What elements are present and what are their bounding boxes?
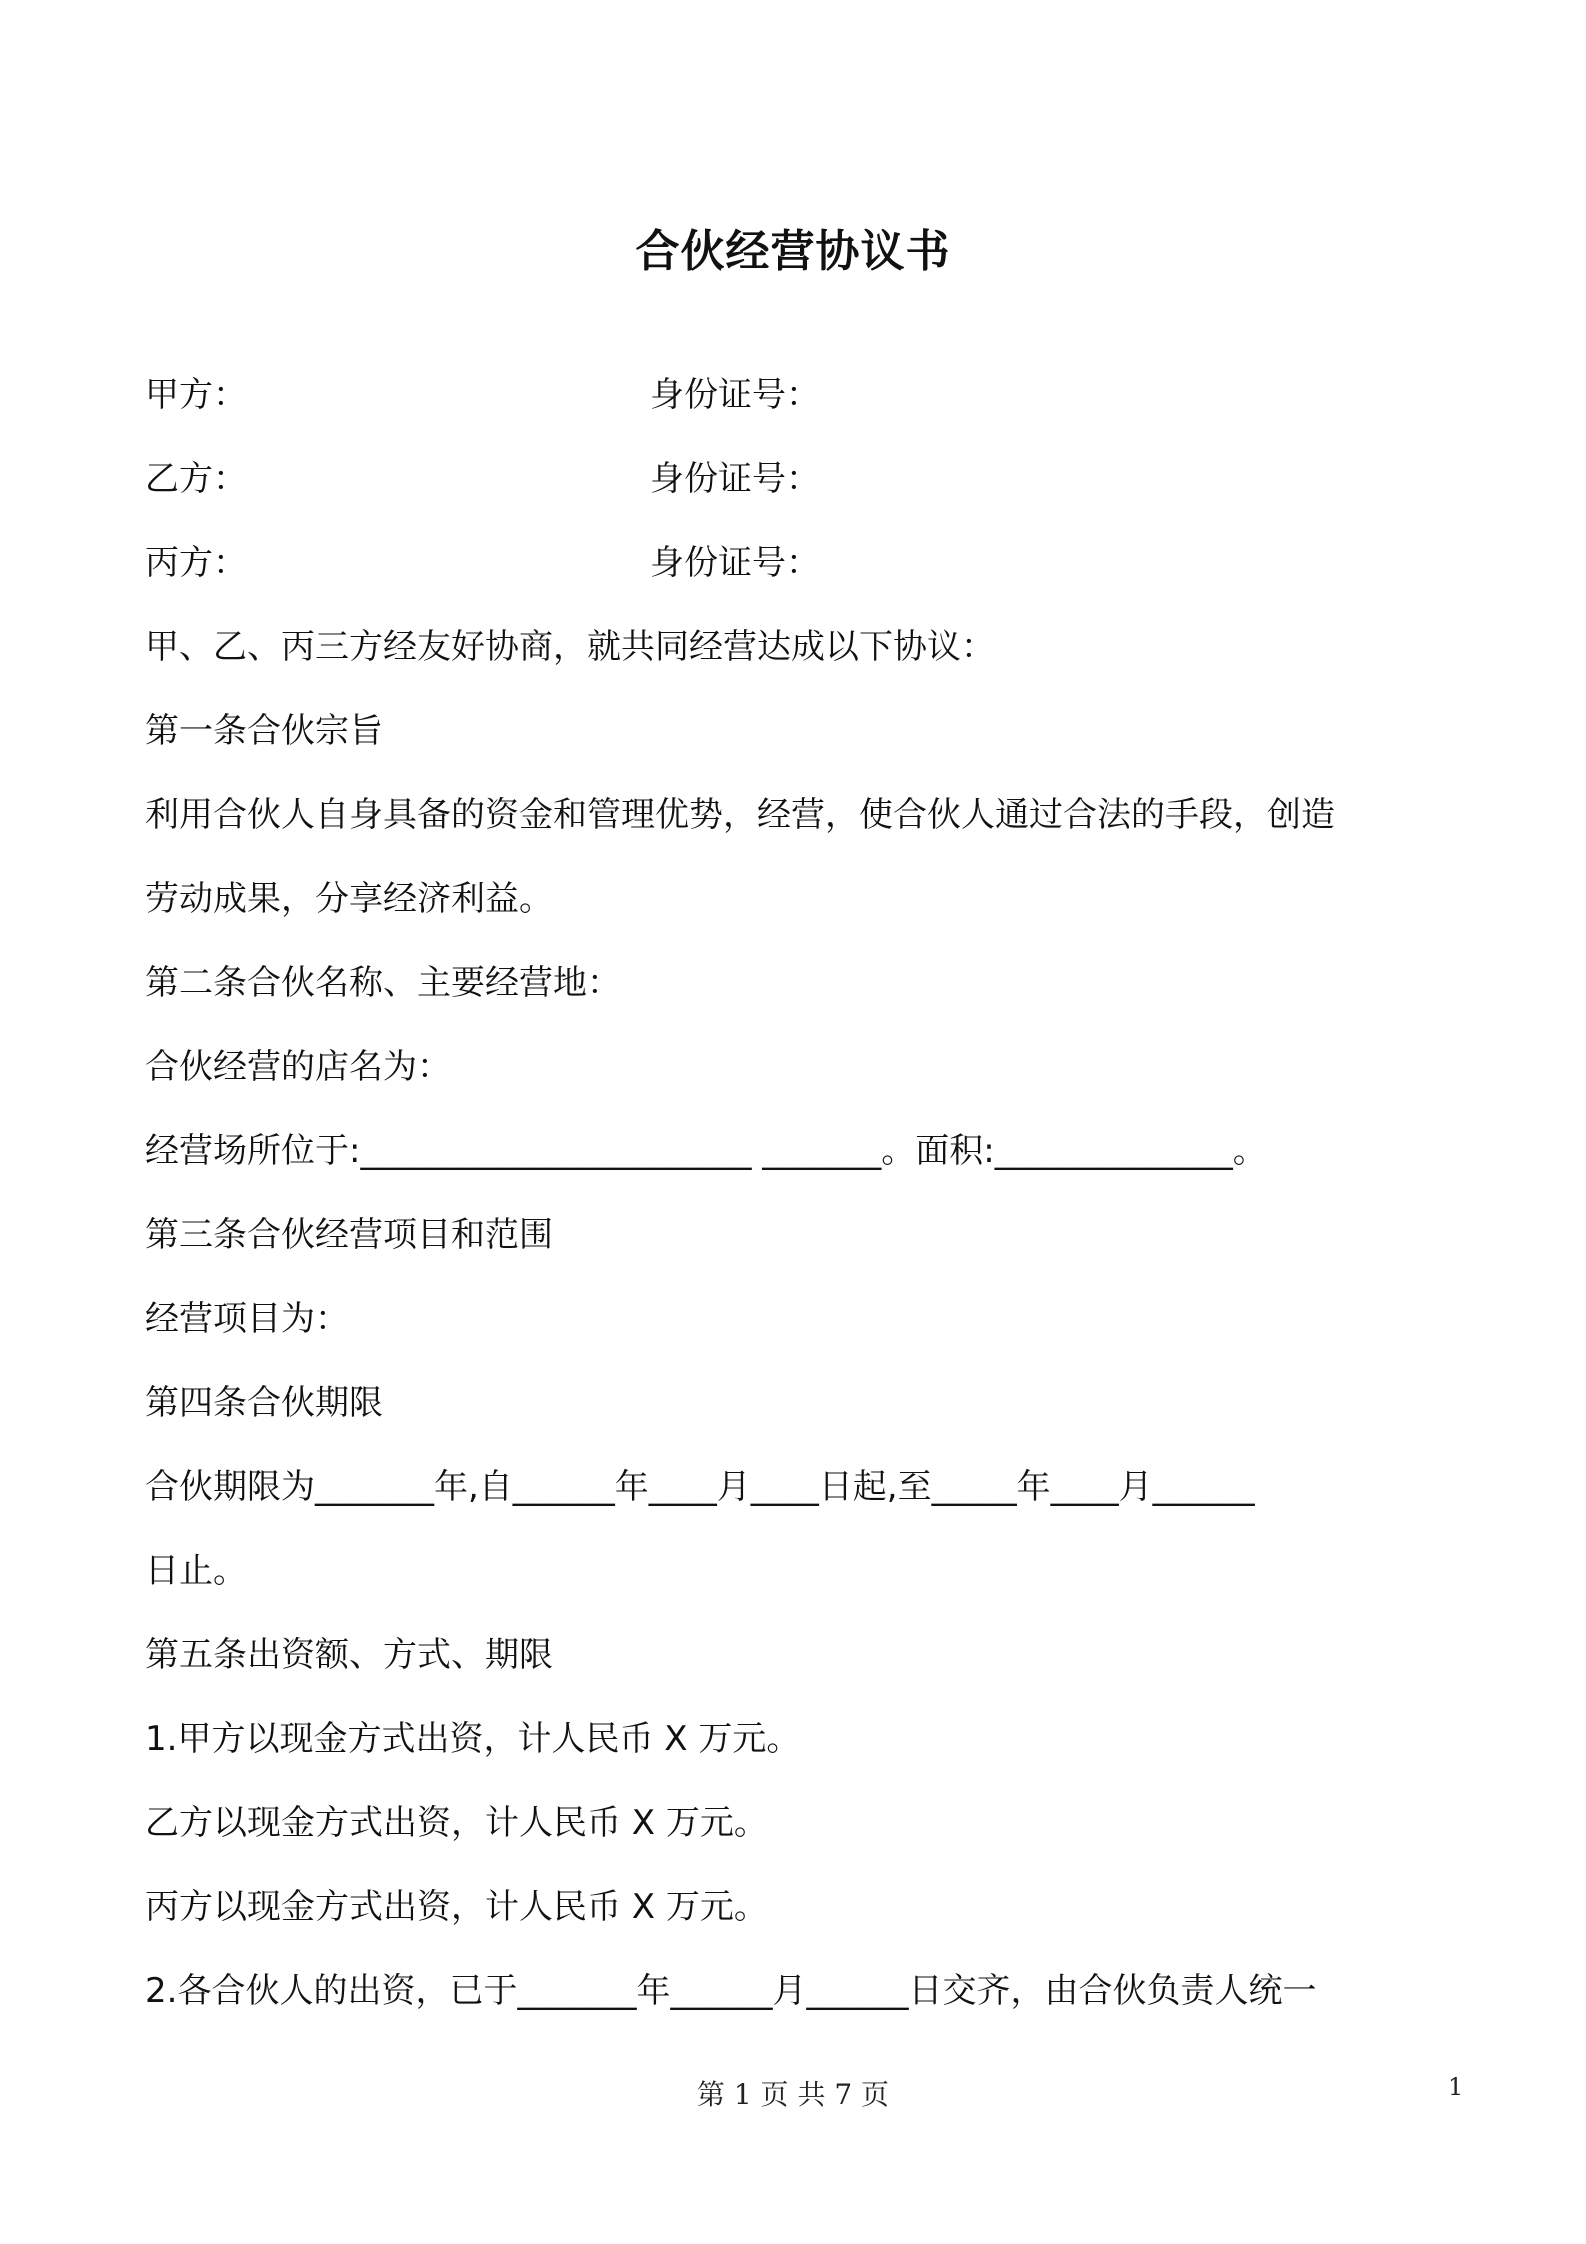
article-4-text-line-2: 日止。 (145, 1551, 247, 1591)
party-a-label: 甲方： (145, 375, 247, 415)
article-3-project: 经营项目为： (145, 1299, 349, 1339)
article-1-title: 第一条合伙宗旨 (145, 711, 383, 751)
page-number: 1 (1448, 2073, 1464, 2101)
article-1-text-line-2: 劳动成果，分享经济利益。 (145, 879, 553, 919)
article-1-text-line-1: 利用合伙人自身具备的资金和管理优势，经营，使合伙人通过合法的手段，创造 (145, 795, 1335, 835)
document-title: 合伙经营协议书 (635, 226, 951, 277)
party-a-id-label: 身份证号： (650, 375, 820, 415)
article-2-location: 经营场所位于:_______________________ _______。面积:______________。 (145, 1131, 1267, 1171)
intro-paragraph: 甲、乙、丙三方经友好协商，就共同经营达成以下协议： (145, 627, 995, 667)
page-footer-info: 第 1 页 共 7 页 (696, 2078, 890, 2111)
article-5-title: 第五条出资额、方式、期限 (145, 1635, 553, 1675)
article-5-item-2: 2.各合伙人的出资，已于_______年______月______日交齐，由合伙负责人统一 (145, 1971, 1317, 2011)
article-2-title: 第二条合伙名称、主要经营地： (145, 963, 621, 1003)
party-c-label: 丙方： (145, 543, 247, 583)
article-2-store-name: 合伙经营的店名为： (145, 1047, 451, 1087)
party-b-label: 乙方： (145, 459, 247, 499)
article-4-title: 第四条合伙期限 (145, 1383, 383, 1423)
article-5-item-1c: 丙方以现金方式出资，计人民币 X 万元。 (145, 1887, 768, 1927)
article-5-item-1b: 乙方以现金方式出资，计人民币 X 万元。 (145, 1803, 768, 1843)
party-c-id-label: 身份证号： (650, 543, 820, 583)
party-b-id-label: 身份证号： (650, 459, 820, 499)
article-5-item-1: 1.甲方以现金方式出资，计人民币 X 万元。 (145, 1719, 801, 1759)
article-3-title: 第三条合伙经营项目和范围 (145, 1215, 553, 1255)
article-4-text-line-1: 合伙期限为_______年,自______年____月____日起,至_____年____月______ (145, 1467, 1255, 1507)
